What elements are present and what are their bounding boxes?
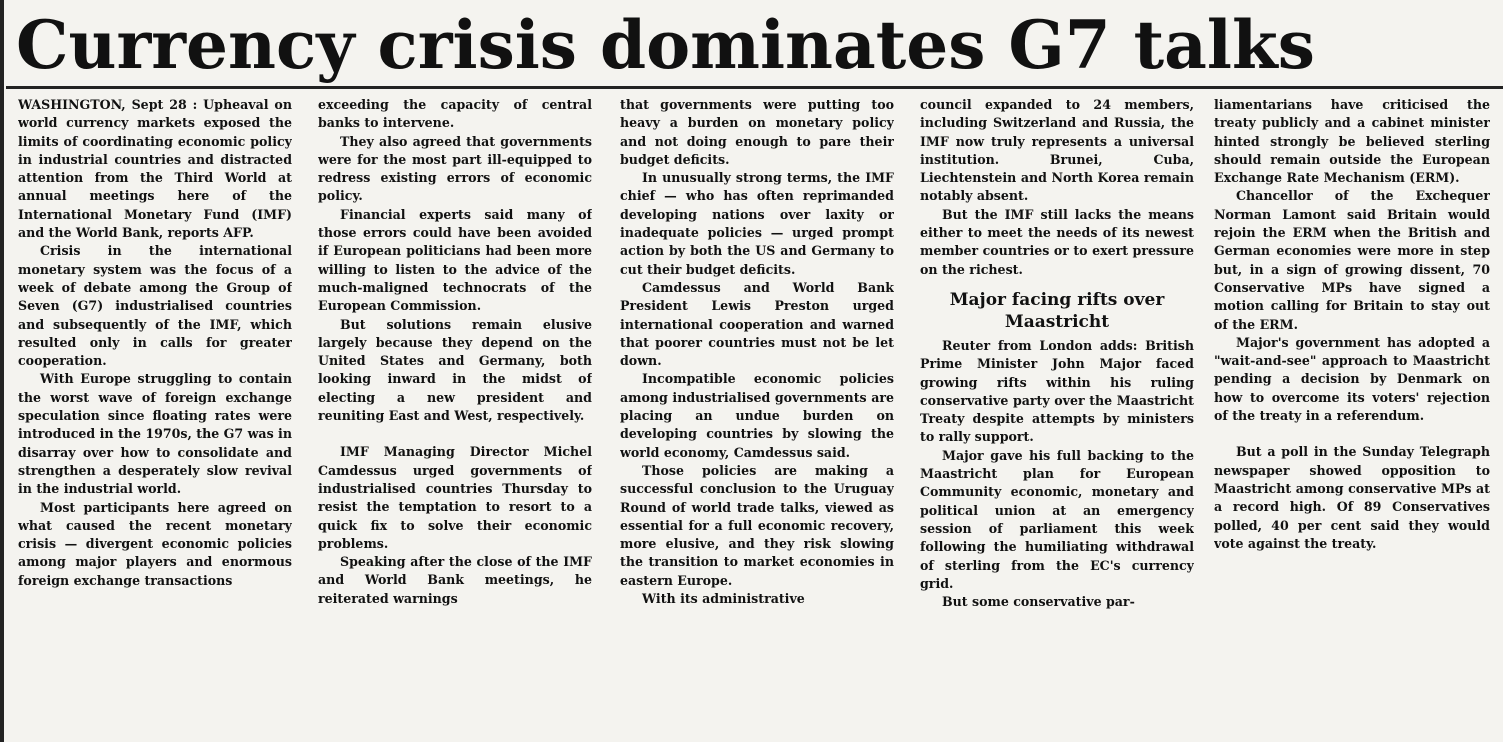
paragraph: But some conservative par- xyxy=(942,594,1135,610)
paragraph: Chancellor of the Exchequer Norman Lamont said Britain would rejoin the ERM when the British and German economies were more in step but, in a sign of growing dissent, 70 Conservative MPs have signed a motion calling for Britain to stay out of the ERM. xyxy=(1214,188,1490,332)
headline-rule xyxy=(6,86,1503,89)
paragraph: Major gave his full backing to the Maastricht plan for European Community economic, monetary and political union at an emergency session of parliament this week following the humiliating withdrawal of sterling from the EC's currency grid. xyxy=(920,447,1194,591)
headline: Currency crisis dominates G7 talks xyxy=(16,6,1315,84)
column-3 xyxy=(620,96,894,742)
article-body xyxy=(18,96,1496,742)
paragraph: Crisis in the international monetary system was the focus of a week of debate among the Group of Seven (G7) industrialised countries and subsequently of the IMF, which resulted only in calls for greater cooperation. xyxy=(18,243,292,369)
paragraph: They also agreed that governments were for the most part ill-equipped to redress existing errors of economic policy. xyxy=(318,133,592,204)
paragraph: Those policies are making a successful conclusion to the Uruguay Round of world trade talks, viewed as essential for a full economic recovery, more elusive, and they risk slowing the transition to market economies in eastern Europe. xyxy=(620,462,894,588)
paragraph: In unusually strong terms, the IMF chief — who has often reprimanded developing nations over laxity or inadequate policies — urged prompt action by both the US and Germany to cut their budget deficits. xyxy=(620,170,894,277)
paragraph: But a poll in the Sunday Telegraph newspaper showed opposition to Maastricht among conservative MPs at a record high. Of 89 Conservatives polled, 40 per cent said they would vote against the treaty. xyxy=(1214,444,1490,551)
paragraph: IMF Managing Director Michel Camdessus urged governments of industrialised countries Thursday to resist the temptation to resort to a quick fix to solve their economic problems. xyxy=(318,444,592,551)
paragraph: WASHINGTON, Sept 28 : Upheaval on world currency markets exposed the limits of coordinating economic policy in industrial countries and distracted attention from the Third World at annual meetings here of the International Monetary Fund (IMF) and the World Bank, reports AFP. xyxy=(18,97,292,241)
paragraph: Most participants here agreed on what caused the recent monetary crisis — divergent economic policies among major players and enormous foreign exchange transactions xyxy=(18,499,292,588)
paragraph: council expanded to 24 members, including Switzerland and Russia, the IMF now truly represents a universal institution. Brunei, Cuba, Liechtenstein and North Korea remain notably absent. xyxy=(920,97,1194,204)
paragraph: Speaking after the close of the IMF and World Bank meetings, he reiterated warnings xyxy=(318,554,592,606)
paragraph: But solutions remain elusive largely because they depend on the United States and Germany, both looking inward in the midst of electing a new president and reuniting East and West, respectively. xyxy=(318,316,592,424)
paragraph: With Europe struggling to contain the worst wave of foreign exchange speculation since floating rates were introduced in the 1970s, the G7 was in disarray over how to consolidate and strengthen a desperately slow revival in the industrial world. xyxy=(18,371,292,497)
column-5 xyxy=(1214,96,1490,742)
paragraph: that governments were putting too heavy a burden on monetary policy and not doing enough to pare their budget deficits. xyxy=(620,97,894,167)
column-4 xyxy=(920,96,1194,742)
column-1 xyxy=(18,96,292,742)
paragraph: Camdessus and World Bank President Lewis Preston urged international cooperation and warned that poorer countries must not be let down. xyxy=(620,279,894,369)
spacer xyxy=(1214,425,1490,443)
paragraph: Reuter from London adds: British Prime Minister John Major faced growing rifts within his ruling conservative party over the Maastricht Treaty despite attempts by ministers to rally support. xyxy=(920,337,1194,445)
paragraph: With its administrative xyxy=(642,591,805,607)
paragraph: Incompatible economic policies among industrialised governments are placing an undue burden on developing countries by slowing the world economy, Camdessus said. xyxy=(620,371,894,460)
paragraph: liamentarians have criticised the treaty publicly and a cabinet minister hinted strongly be believed sterling should remain outside the European Exchange Rate Mechanism (ERM). xyxy=(1214,97,1490,186)
left-border xyxy=(0,0,4,742)
paragraph: exceeding the capacity of central banks to intervene. xyxy=(318,97,592,131)
subheading: Major facing rifts over Maastricht xyxy=(949,289,1165,332)
paragraph: But the IMF still lacks the means either to meet the needs of its newest member countries or to exert pressure on the richest. xyxy=(920,206,1194,277)
column-2 xyxy=(318,96,592,742)
paragraph: Financial experts said many of those errors could have been avoided if European politicians had been more willing to listen to the advice of the much-maligned technocrats of the European Commission. xyxy=(318,206,592,314)
spacer xyxy=(318,425,592,443)
paragraph: Major's government has adopted a "wait-and-see" approach to Maastricht pending a decision by Denmark on how to overcome its voters' rejection of the treaty in a referendum. xyxy=(1214,334,1490,424)
